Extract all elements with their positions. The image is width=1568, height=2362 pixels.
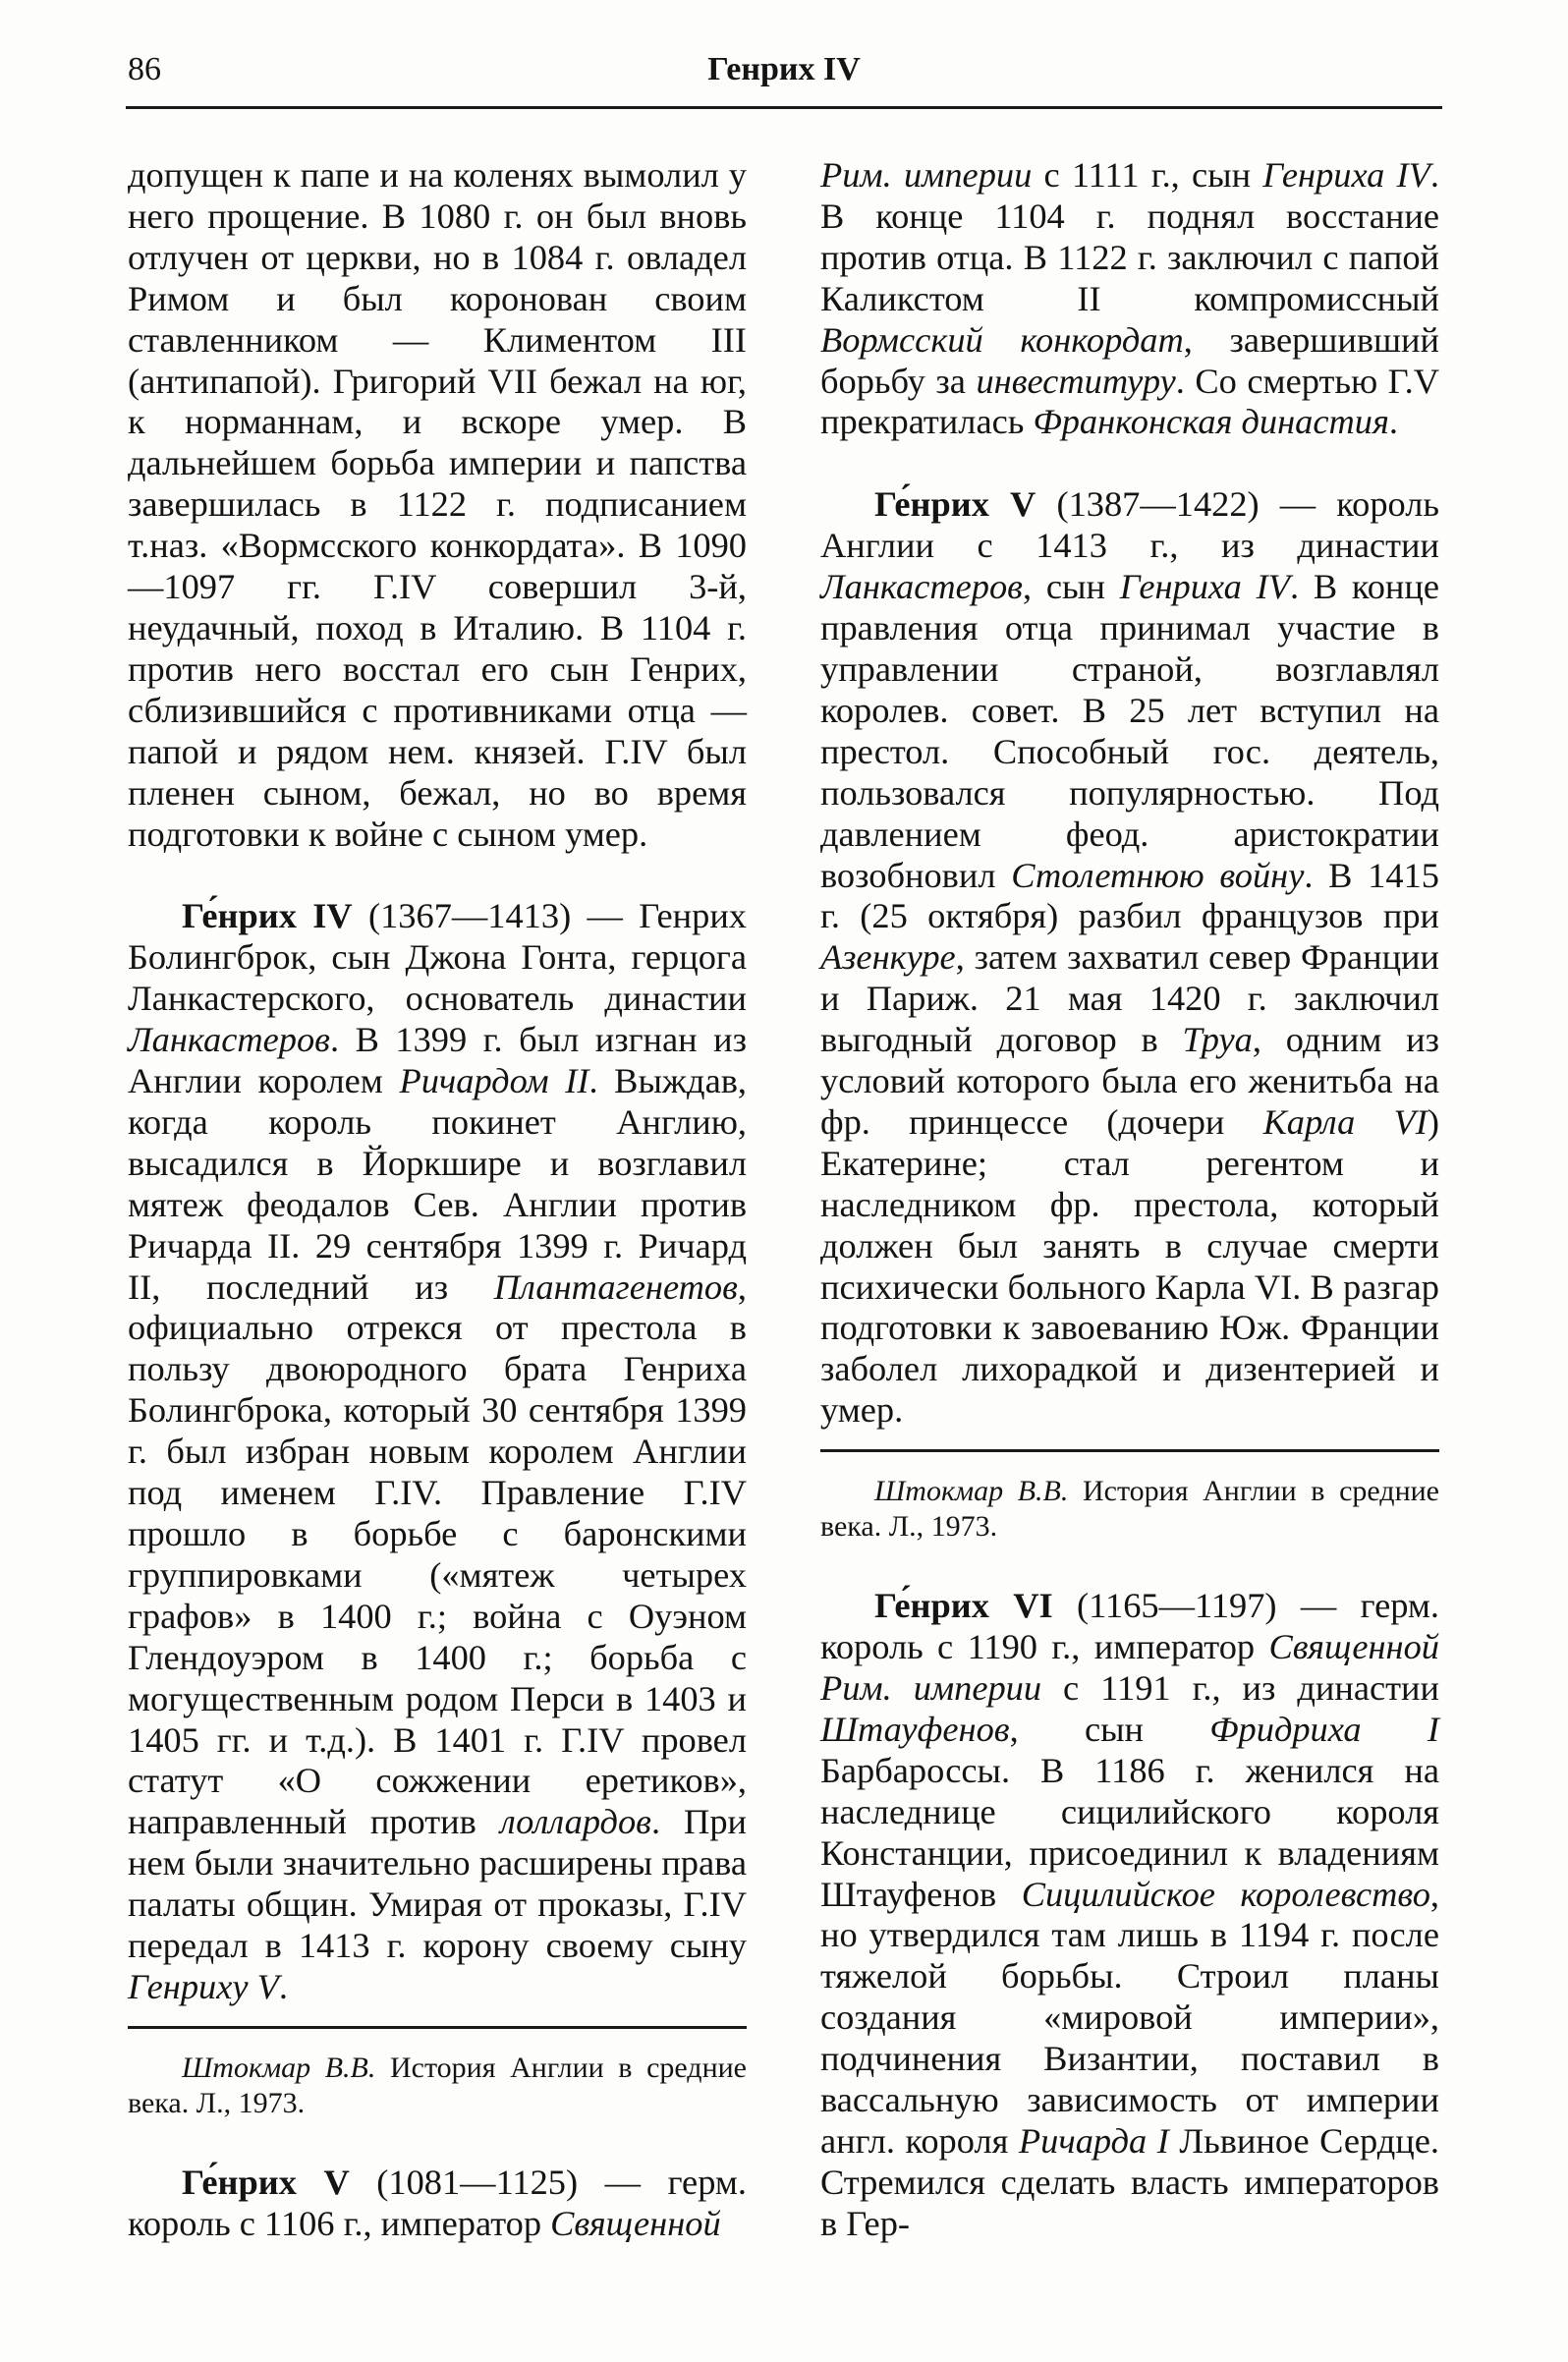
article-henry-vi-hre: Ге́нрих VI (1165—1197) — герм. король с 1190 г., император Священной Рим. империи с 1191 г., из династии Штауфенов, сын Фридриха I Барбароссы. В 1186 г. женился на наследнице сицилийского короля Констанции, присоединил к владениям Штауфенов Сицилийское королевство, но утвердился там лишь в 1194 г. после тяжелой борьбы. Строил планы создания «мировой империи», подчинения Византии, поставил в вассальную зависимость от империи англ. короля Ричарда I Львиное Сердце. Стремился сделать власть императоров в Гер-	[820, 1586, 1439, 2243]
article-henry-iv-england: Ге́нрих IV (1367—1413) — Генрих Болингброк, сын Джона Гонта, герцога Ланкастерского, основатель династии Ланкастеров. В 1399 г. был изгнан из Англии королем Ричардом II. Выждав, когда король покинет Англию, высадился в Йоркшире и возглавил мятеж феодалов Сев. Англии против Ричарда II. 29 сентября 1399 г. Ричард II, последний из Плантагенетов, официально отрекся от престола в пользу двоюродного брата Генриха Болингброка, который 30 сентября 1399 г. был избран новым королем Англии под именем Г.IV. Правление Г.IV прошло в борьбе с баронскими группировками («мятеж четырех графов» в 1400 г.; война с Оуэном Глендоуэром в 1400 г.; борьба с могущественным родом Перси в 1403 и 1405 гг. и т.д.). В 1401 г. Г.IV провел статут «О сожжении еретиков», направленный против лоллардов. При нем были значительно расширены права палаты общин. Умирая от проказы, Г.IV передал в 1413 г. корону своему сыну Генриху V.	[128, 896, 747, 2006]
article-continuation: допущен к папе и на коленях вымолил у него прощение. В 1080 г. он был вновь отлучен от церкви, но в 1084 г. овладел Римом и был коронован своим ставленником — Климентом III (антипапой). Григорий VII бежал на юг, к норманнам, и вскоре умер. В дальнейшем борьба империи и папства завершилась в 1122 г. подписанием т.наз. «Вормсского конкордата». В 1090—1097 гг. Г.IV совершил 3-й, неудачный, поход в Италию. В 1104 г. против него восстал его сын Генрих, сблизившийся с противниками отца — папой и рядом нем. князей. Г.IV был пленен сыном, бежал, но во время подготовки к войне с сыном умер.	[128, 155, 747, 854]
running-head: Генрих IV	[707, 51, 861, 87]
header-rule	[126, 106, 1442, 109]
article-henry-v-hre-continued: Рим. империи с 1111 г., сын Генриха IV. В конце 1104 г. поднял восстание против отца. В 1122 г. заключил с папой Каликстом II компромиссный Вормсский конкордат, завершивший борьбу за инвеституру. Со смертью Г.V прекратилась Франконская династия.	[820, 155, 1439, 442]
left-column	[128, 155, 747, 2245]
article-henry-v-hre: Ге́нрих V (1081—1125) — герм. король с 1106 г., император Священной	[128, 2162, 747, 2243]
source-rule	[128, 2026, 747, 2029]
page-number: 86	[128, 51, 161, 87]
source-rule	[820, 1449, 1439, 1452]
headword: Ге́нрих IV	[182, 896, 353, 936]
source-reference: Штокмар В.В. История Англии в средние века. Л., 1973.	[128, 2051, 747, 2119]
source-reference: Штокмар В.В. История Англии в средние века. Л., 1973.	[820, 1475, 1439, 1544]
headword: Ге́нрих V	[874, 484, 1036, 525]
article-henry-v-england: Ге́нрих V (1387—1422) — король Англии с 1413 г., из династии Ланкастеров, сын Генриха IV. В конце правления отца принимал участие в управлении страной, возглавлял королев. совет. В 25 лет вступил на престол. Способный гос. деятель, пользовался популярностью. Под давлением феод. аристократии возобновил Столетнюю войну. В 1415 г. (25 октября) разбил французов при Азенкуре, затем захватил север Франции и Париж. 21 мая 1420 г. заключил выгодный договор в Труа, одним из условий которого была его женитьба на фр. принцессе (дочери Карла VI) Екатерине; стал регентом и наследником фр. престола, который должен был занять в случае смерти психически больного Карла VI. В разгар подготовки к завоеванию Юж. Франции заболел лихорадкой и дизентерией и умер.	[820, 484, 1440, 1431]
headword: Ге́нрих VI	[874, 1586, 1053, 1626]
headword: Ге́нрих V	[182, 2162, 350, 2202]
right-column	[820, 155, 1439, 2245]
